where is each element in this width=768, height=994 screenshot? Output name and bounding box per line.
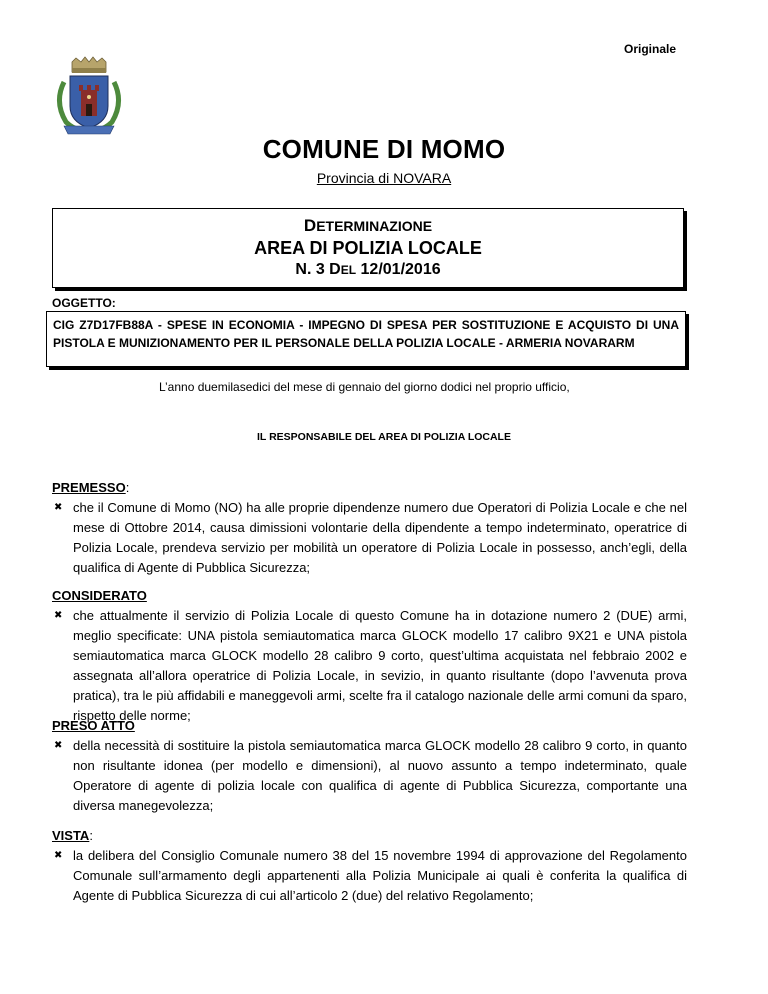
section-text: che il Comune di Momo (NO) ha alle proprie dipendenze numero due Operatori di Polizia Locale e che nel mese di Ottobre 2014, causa dimissioni volontarie della dipendente a tempo indeterminato, operatrice di Polizia Locale, prendeva servizio per mobilità un operatore di Polizia Locale in possesso, anch’egli, della qualifica di Agente di Pubblica Sicurezza;	[73, 500, 687, 575]
determination-number-del: EL	[340, 263, 357, 277]
section-text: che attualmente il servizio di Polizia Locale di questo Comune ha in dotazione numero 2 (DUE) armi, meglio specificate: UNA pistola semiautomatica marca GLOCK modello 17 calibro 9X21 e UNA pistola semiautomatica marca GLOCK modello 28 calibro 9 corto, quest’ultima acquistata nel febbraio 2002 e assegnata all’allora operatrice di Polizia Locale, in sevizio, in quanto risultante (dopo l’avvenuta prova pratica), tra le più affidabili e maneggevoli armi, scelte fra il catalogo nazionale delle armi comuni da sparo, rispetto delle norme;	[73, 608, 687, 723]
determination-area: AREA DI POLIZIA LOCALE	[254, 238, 482, 258]
subject-box: CIG Z7D17FB88A - SPESE IN ECONOMIA - IMPEGNO DI SPESA PER SOSTITUZIONE E ACQUISTO DI UNA PISTOLA E MUNIZIONAMENTO PER IL PERSONALE DELLA POLIZIA LOCALE - ARMERIA NOVARARM	[46, 311, 686, 367]
determination-number	[53, 259, 683, 281]
responsible-heading: IL RESPONSABILE DEL AREA DI POLIZIA LOCALE	[257, 431, 511, 443]
section-text: la delibera del Consiglio Comunale numero 38 del 15 novembre 1994 di approvazione del Regolamento Comunale sull’armamento degli appartenenti alla Polizia Municipale ai quali è conferita la qualifica di Agente di Pubblica Sicurezza di cui all’articolo 2 (due) del relativo Regolamento;	[73, 848, 687, 903]
section-heading: PREMESSO	[52, 480, 126, 495]
determination-label-initial: D	[303, 216, 317, 235]
bullet-x-icon: ✖	[54, 850, 63, 861]
bullet-x-icon: ✖	[54, 740, 63, 751]
section-preso-atto	[52, 716, 687, 816]
determination-label	[53, 217, 683, 235]
province-subtitle: Provincia di NOVARA	[316, 170, 452, 186]
subject-label: OGGETTO:	[52, 296, 116, 310]
list-item	[52, 736, 687, 816]
determination-date: 12/01/2016	[360, 261, 441, 278]
municipal-crest-logo	[50, 56, 128, 138]
section-text: della necessità di sostituire la pistola semiautomatica marca GLOCK modello 28 calibro 9 corto, in quanto non risultante idonea (per modello e dimensioni), al nuovo assunto a tempo indeterminato, quale Operatore di agente di polizia locale con qualifica di agente di Pubblica Sicurezza, comportante una diversa manegevolezza;	[73, 738, 687, 813]
list-item	[52, 498, 687, 578]
section-heading: CONSIDERATO	[52, 588, 147, 603]
bullet-x-icon: ✖	[54, 610, 63, 621]
section-heading: VISTA	[52, 828, 90, 843]
section-heading-suffix: :	[89, 828, 93, 843]
intro-text: L’anno duemilasedici del mese di gennaio del giorno dodici nel proprio ufficio,	[159, 380, 570, 394]
determination-label-rest: ETERMINAZIONE	[316, 218, 433, 234]
list-item	[52, 606, 687, 726]
determination-box	[52, 208, 684, 288]
section-heading-suffix: :	[125, 480, 130, 495]
section-vista	[52, 826, 687, 906]
page-title: COMUNE DI MOMO	[262, 134, 506, 164]
section-considerato	[52, 586, 687, 726]
determination-number-prefix: N. 3 D	[295, 261, 341, 278]
list-item	[52, 846, 687, 906]
bullet-x-icon: ✖	[54, 502, 63, 513]
section-heading: PRESO ATTO	[52, 718, 135, 733]
section-premesso	[52, 478, 687, 578]
original-label: Originale	[623, 42, 676, 56]
